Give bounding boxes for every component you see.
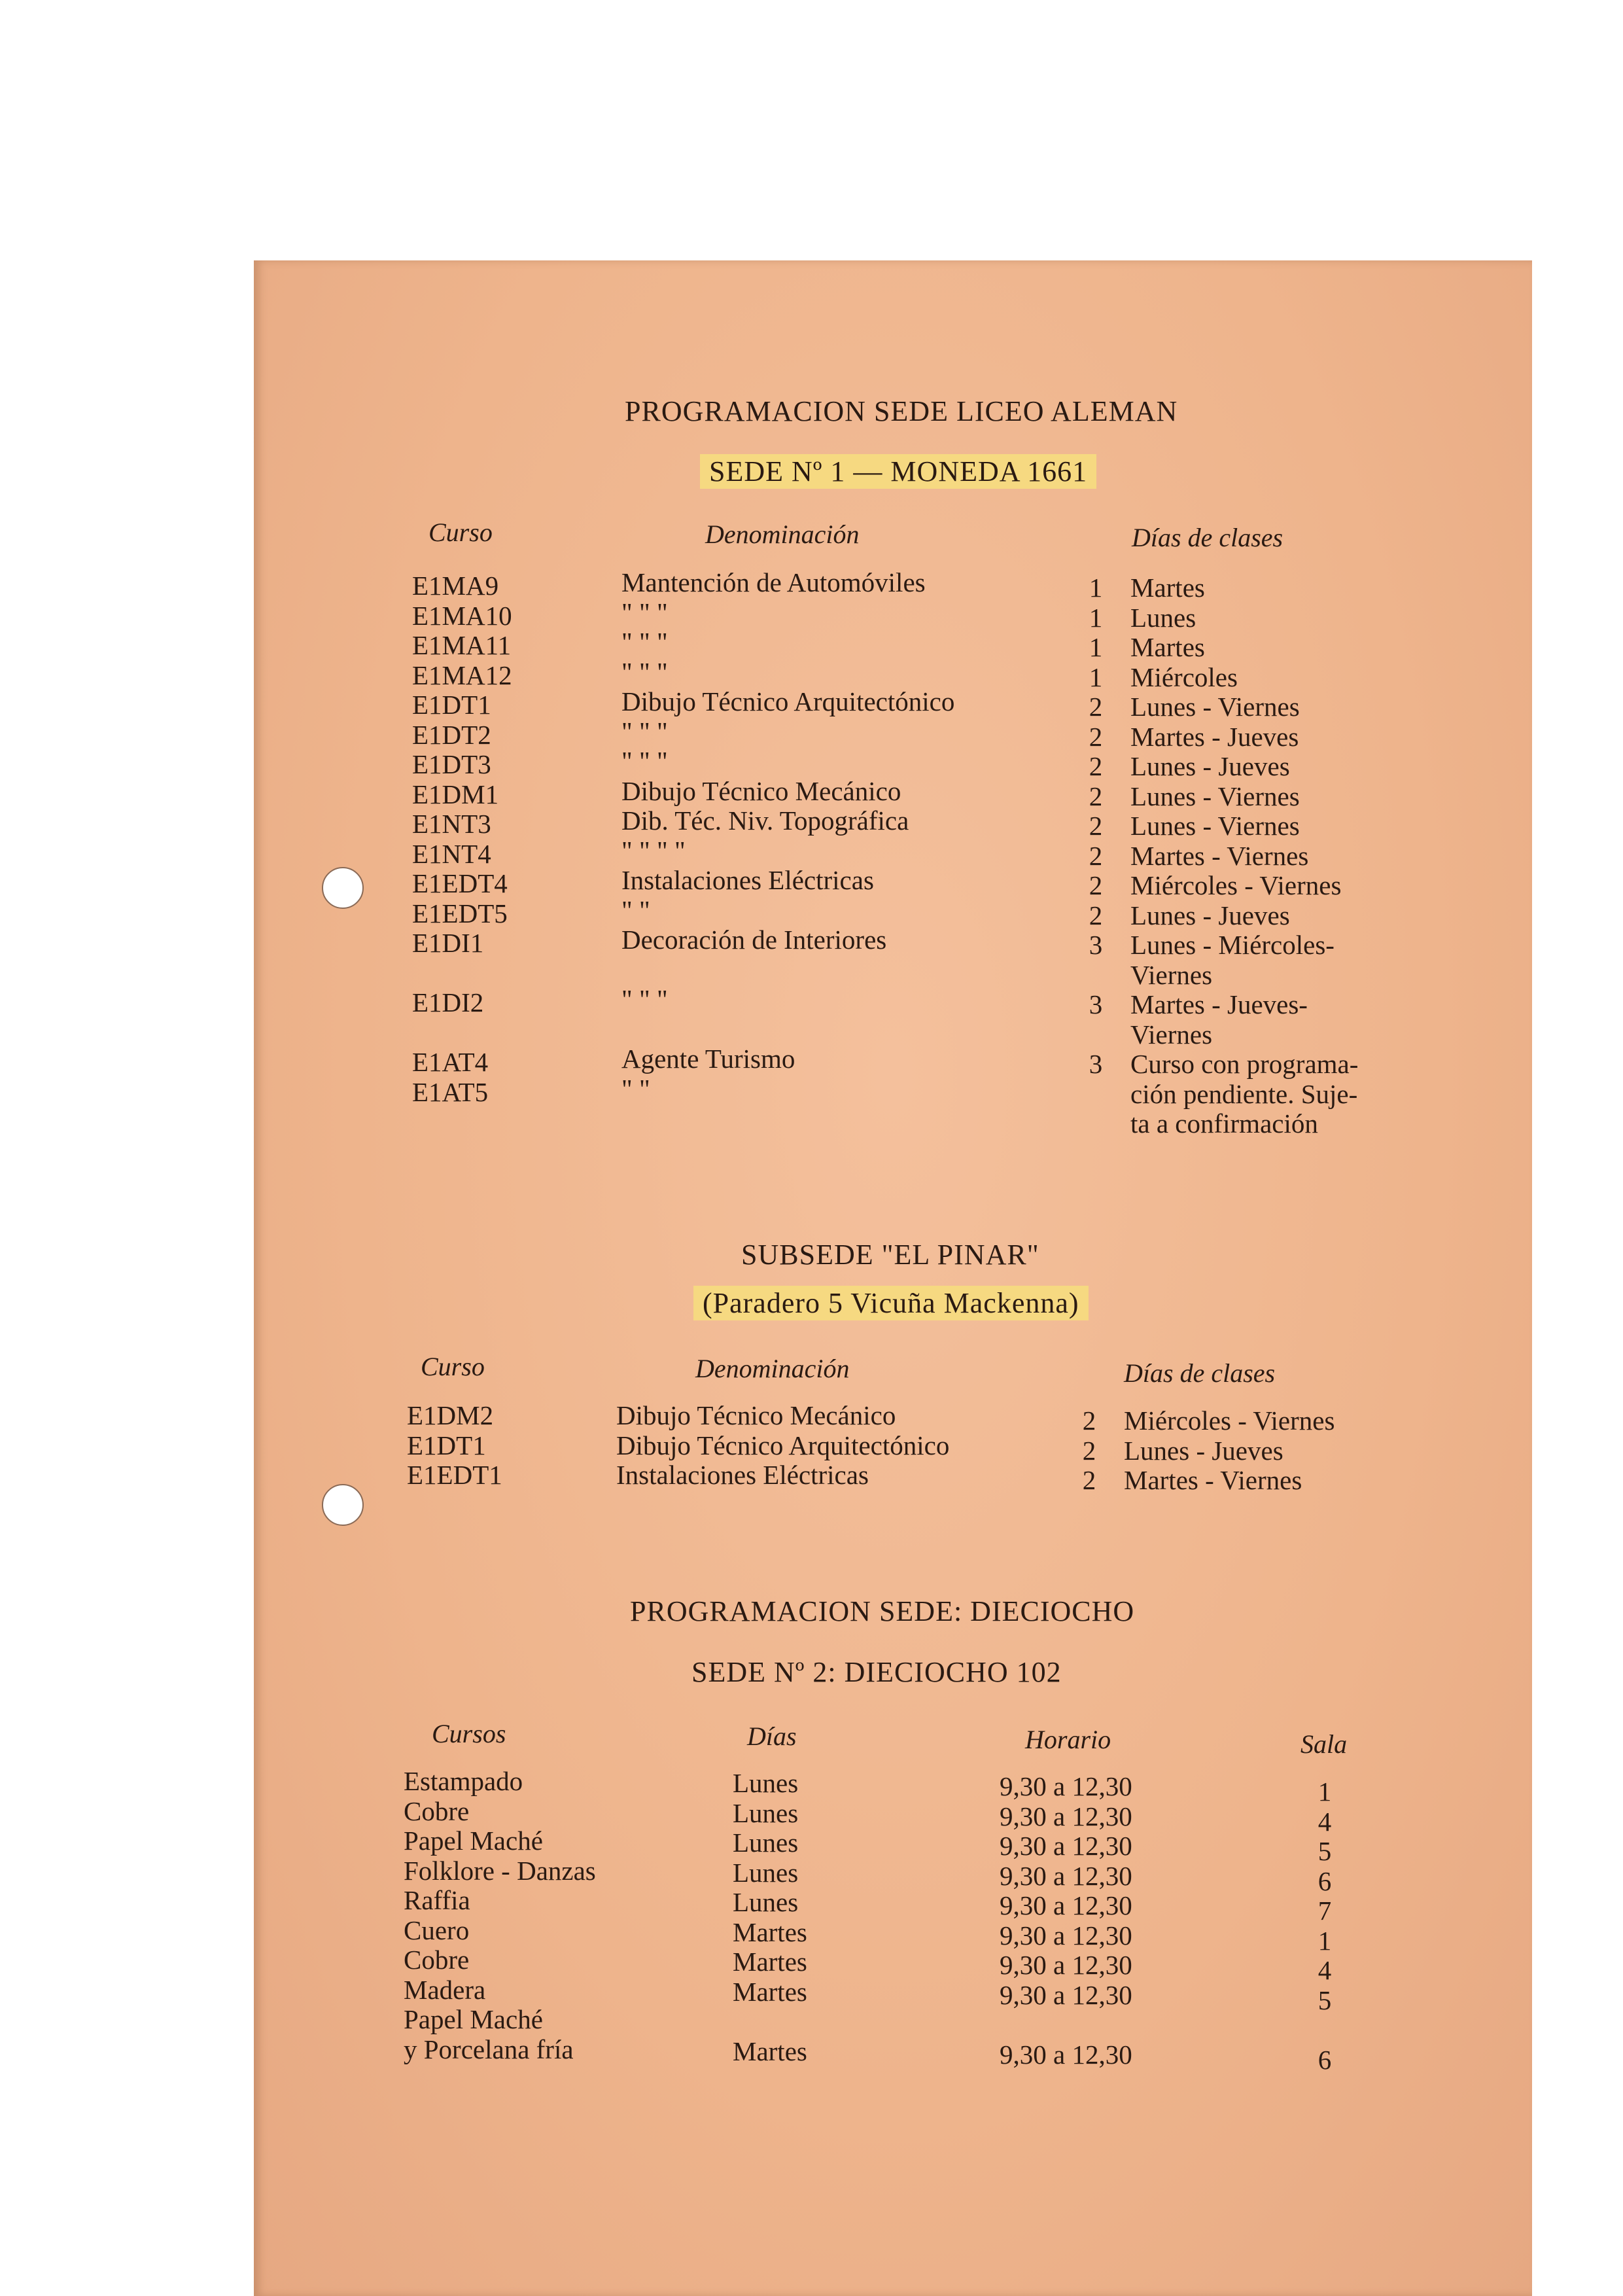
s1-denominacion-cell-18 — [621, 1104, 954, 1134]
s1-curso-cell-1: E1MA10 — [412, 600, 512, 631]
s1-dias-cell-3: Miércoles — [1130, 662, 1238, 692]
s1-num-cell-14: 3 — [1089, 989, 1103, 1019]
s3-curso-cell-2: Papel Maché — [404, 1826, 543, 1856]
s3-dia-cell-0: Lunes — [733, 1768, 799, 1798]
s1-num-cell-7: 2 — [1089, 781, 1103, 811]
s3-horario-cell-3: 9,30 a 12,30 — [1000, 1860, 1132, 1891]
s2-denominacion-cell-2: Instalaciones Eléctricas — [616, 1460, 869, 1490]
s1-num-cell-0: 1 — [1089, 573, 1103, 603]
s1-dias-cell-0: Martes — [1130, 573, 1205, 603]
s1-dias-cell-9: Martes - Viernes — [1130, 840, 1309, 871]
s3-header-sala: Sala — [1300, 1729, 1348, 1759]
s2-header-denominacion: Denominación — [695, 1354, 850, 1383]
s1-denominacion-cell-1: " " " — [621, 597, 668, 627]
s1-dias-cell-7: Lunes - Viernes — [1130, 781, 1300, 811]
s1-num-cell-4: 2 — [1089, 692, 1103, 722]
s2-header-dias: Días de clases — [1124, 1358, 1276, 1388]
s1-num-cell-6: 2 — [1089, 751, 1103, 781]
s1-denominacion-cell-14: " " " — [621, 984, 668, 1014]
s3-horario-cell-9: 9,30 a 12,30 — [1000, 2039, 1132, 2070]
s3-horario-cell-6: 9,30 a 12,30 — [1000, 1950, 1132, 1980]
s1-header-denominacion: Denominación — [705, 520, 860, 549]
section1-subtitle: SEDE Nº 1 — MONEDA 1661 — [700, 455, 1096, 488]
s2-num-cell-1: 2 — [1082, 1435, 1096, 1466]
s3-dia-cell-5: Martes — [733, 1916, 807, 1947]
s1-header-dias: Días de clases — [1132, 523, 1283, 552]
s1-curso-cell-10: E1EDT4 — [412, 868, 508, 898]
s3-curso-cell-6: Cobre — [404, 1945, 470, 1975]
s1-header-curso: Curso — [428, 518, 493, 547]
s3-curso-cell-5: Cuero — [404, 1915, 470, 1945]
s3-sala-cell-6: 4 — [1318, 1955, 1332, 1985]
s1-num-cell-3: 1 — [1089, 662, 1103, 692]
s1-curso-cell-7: E1DM1 — [412, 779, 499, 809]
s3-sala-cell-4: 7 — [1318, 1896, 1332, 1926]
s1-dias-cell-4: Lunes - Viernes — [1130, 692, 1300, 722]
s1-dias-cell-11: Lunes - Jueves — [1130, 900, 1290, 930]
s1-denominacion-cell-11: " " — [621, 894, 650, 925]
s3-header-cursos: Cursos — [432, 1719, 506, 1748]
s1-num-cell-9: 2 — [1089, 840, 1103, 871]
s1-curso-cell-14: E1DI2 — [412, 987, 484, 1017]
s1-curso-cell-17: E1AT5 — [412, 1076, 489, 1107]
s1-curso-cell-11: E1EDT5 — [412, 898, 508, 928]
s3-sala-column — [1308, 1777, 1341, 2075]
s3-dia-cell-9: Martes — [733, 2036, 807, 2066]
s1-denominacion-cell-9: " " " " — [621, 835, 686, 866]
binder-hole-lower — [322, 1484, 364, 1526]
s2-curso-cell-1: E1DT1 — [407, 1430, 486, 1460]
s2-denominacion-cell-0: Dibujo Técnico Mecánico — [616, 1400, 896, 1430]
s3-horario-cell-5: 9,30 a 12,30 — [1000, 1920, 1132, 1951]
s1-dias-cell-10: Miércoles - Viernes — [1130, 870, 1342, 900]
s2-denominacion-cell-1: Dibujo Técnico Arquitectónico — [616, 1430, 950, 1460]
s3-sala-cell-9: 6 — [1318, 2044, 1332, 2075]
s3-curso-cell-3: Folklore - Danzas — [404, 1855, 596, 1886]
s2-denominacion-column — [616, 1401, 949, 1491]
s1-denominacion-cell-17: " " — [621, 1073, 650, 1104]
s3-horario-column — [1000, 1772, 1132, 2070]
s1-dias-cell-15: Viernes — [1130, 1019, 1213, 1050]
s1-dias-cell-1: Lunes — [1130, 602, 1196, 633]
s1-num-cell-11: 2 — [1089, 900, 1103, 930]
s1-curso-cell-9: E1NT4 — [412, 838, 491, 869]
section2-title: SUBSEDE "EL PINAR" — [741, 1239, 1039, 1271]
s2-dias-cell-2: Martes - Viernes — [1124, 1465, 1302, 1495]
s1-dias-cell-17: ción pendiente. Suje- — [1130, 1078, 1358, 1109]
s1-denominacion-cell-0: Mantención de Automóviles — [621, 567, 926, 597]
s1-dias-cell-16: Curso con programa- — [1130, 1049, 1359, 1079]
s1-denominacion-cell-3: " " " — [621, 656, 668, 687]
s1-num-cell-13 — [1086, 961, 1106, 991]
s1-dias-cell-18: ta a confirmación — [1130, 1108, 1318, 1139]
s1-curso-cell-5: E1DT2 — [412, 719, 491, 750]
s3-curso-cell-9: y Porcelana fría — [404, 2034, 574, 2064]
s3-dia-cell-6: Martes — [733, 1947, 807, 1977]
s1-curso-cell-15 — [412, 1018, 512, 1048]
s3-sala-cell-0: 1 — [1318, 1776, 1332, 1807]
s3-curso-cell-0: Estampado — [404, 1766, 523, 1796]
binder-hole-upper — [322, 867, 364, 909]
s1-num-cell-5: 2 — [1089, 721, 1103, 752]
s1-curso-cell-3: E1MA12 — [412, 660, 512, 690]
s1-num-cell-12: 3 — [1089, 930, 1103, 960]
s1-dias-cell-14: Martes - Jueves- — [1130, 989, 1308, 1019]
s1-dias-cell-2: Martes — [1130, 632, 1205, 662]
s3-cursos-column — [404, 1767, 596, 2064]
s1-denominacion-cell-12: Decoración de Interiores — [621, 925, 887, 955]
s1-curso-cell-8: E1NT3 — [412, 809, 491, 839]
s3-curso-cell-7: Madera — [404, 1974, 486, 2005]
s1-dias-cell-13: Viernes — [1130, 959, 1213, 990]
s3-horario-cell-1: 9,30 a 12,30 — [1000, 1801, 1132, 1831]
s1-num-cell-18 — [1086, 1109, 1106, 1139]
s3-horario-cell-0: 9,30 a 12,30 — [1000, 1771, 1132, 1801]
s1-num-cell-8: 2 — [1089, 811, 1103, 841]
s3-dia-cell-7: Martes — [733, 1976, 807, 2007]
s1-denominacion-cell-7: Dibujo Técnico Mecánico — [621, 775, 901, 806]
s2-dias-cell-0: Miércoles - Viernes — [1124, 1405, 1335, 1436]
section1-title: PROGRAMACION SEDE LICEO ALEMAN — [625, 395, 1178, 427]
s1-denominacion-cell-8: Dib. Téc. Niv. Topográfica — [621, 805, 909, 836]
s1-dias-column — [1130, 573, 1358, 1139]
s2-num-column — [1079, 1406, 1099, 1496]
s1-num-cell-10: 2 — [1089, 870, 1103, 900]
s3-header-horario: Horario — [1025, 1725, 1111, 1754]
s2-dias-column — [1124, 1406, 1335, 1496]
s1-curso-column — [412, 571, 512, 1137]
s1-curso-cell-18 — [412, 1107, 512, 1137]
s3-horario-cell-7: 9,30 a 12,30 — [1000, 1979, 1132, 2010]
s1-denominacion-cell-10: Instalaciones Eléctricas — [621, 865, 874, 895]
s3-dia-cell-1: Lunes — [733, 1797, 799, 1828]
s1-curso-cell-2: E1MA11 — [412, 630, 512, 660]
s3-sala-cell-3: 6 — [1318, 1865, 1332, 1896]
s2-num-cell-0: 2 — [1082, 1405, 1096, 1436]
s1-denominacion-cell-4: Dibujo Técnico Arquitectónico — [621, 686, 955, 716]
s1-curso-cell-16: E1AT4 — [412, 1047, 489, 1077]
s2-num-cell-2: 2 — [1082, 1465, 1096, 1495]
s3-header-dias: Días — [747, 1722, 797, 1751]
s3-curso-cell-4: Raffia — [404, 1885, 470, 1915]
section3-subtitle: SEDE Nº 2: DIECIOCHO 102 — [691, 1656, 1062, 1688]
s2-header-curso: Curso — [421, 1352, 485, 1381]
s2-dias-cell-1: Lunes - Jueves — [1124, 1435, 1283, 1466]
s2-curso-cell-0: E1DM2 — [407, 1400, 494, 1430]
s1-curso-cell-0: E1MA9 — [412, 571, 499, 601]
s1-denominacion-cell-15 — [621, 1015, 954, 1045]
s1-num-column — [1086, 573, 1106, 1139]
s1-denominacion-cell-5: " " " — [621, 716, 668, 747]
s3-horario-cell-8 — [1000, 2010, 1132, 2040]
s1-num-cell-17 — [1086, 1080, 1106, 1110]
s3-sala-cell-2: 5 — [1318, 1836, 1332, 1866]
s1-denominacion-cell-13 — [621, 955, 954, 985]
section3-title: PROGRAMACION SEDE: DIECIOCHO — [630, 1595, 1135, 1627]
section2-subtitle: (Paradero 5 Vicuña Mackenna) — [693, 1286, 1089, 1320]
s3-horario-cell-2: 9,30 a 12,30 — [1000, 1831, 1132, 1861]
s1-curso-cell-12: E1DI1 — [412, 928, 484, 958]
s1-dias-cell-5: Martes - Jueves — [1130, 721, 1299, 752]
s3-dia-cell-8 — [733, 2007, 807, 2037]
s2-curso-column — [407, 1401, 502, 1491]
s3-sala-cell-5: 1 — [1318, 1925, 1332, 1956]
s1-denominacion-column — [621, 568, 954, 1134]
s1-dias-cell-6: Lunes - Jueves — [1130, 751, 1290, 781]
s3-horario-cell-4: 9,30 a 12,30 — [1000, 1890, 1132, 1920]
s2-curso-cell-2: E1EDT1 — [407, 1460, 502, 1490]
s3-dias-column — [733, 1769, 807, 2066]
s1-curso-cell-4: E1DT1 — [412, 690, 491, 720]
s1-denominacion-cell-6: " " " — [621, 746, 668, 776]
s3-curso-cell-8: Papel Maché — [404, 2004, 543, 2034]
s3-sala-cell-8 — [1308, 2015, 1341, 2045]
s3-dia-cell-2: Lunes — [733, 1828, 799, 1858]
s1-curso-cell-13 — [412, 959, 512, 989]
s3-sala-cell-1: 4 — [1318, 1806, 1332, 1837]
s3-dia-cell-4: Lunes — [733, 1887, 799, 1917]
s1-num-cell-16: 3 — [1089, 1049, 1103, 1079]
s1-curso-cell-6: E1DT3 — [412, 749, 491, 779]
s1-dias-cell-8: Lunes - Viernes — [1130, 811, 1300, 841]
s1-denominacion-cell-16: Agente Turismo — [621, 1044, 795, 1074]
s3-sala-cell-7: 5 — [1318, 1985, 1332, 2015]
s3-curso-cell-1: Cobre — [404, 1795, 470, 1826]
s3-dia-cell-3: Lunes — [733, 1857, 799, 1888]
s1-num-cell-1: 1 — [1089, 602, 1103, 633]
s1-dias-cell-12: Lunes - Miércoles- — [1130, 930, 1335, 960]
s1-num-cell-15 — [1086, 1020, 1106, 1050]
s1-denominacion-cell-2: " " " — [621, 627, 668, 657]
s1-num-cell-2: 1 — [1089, 632, 1103, 662]
